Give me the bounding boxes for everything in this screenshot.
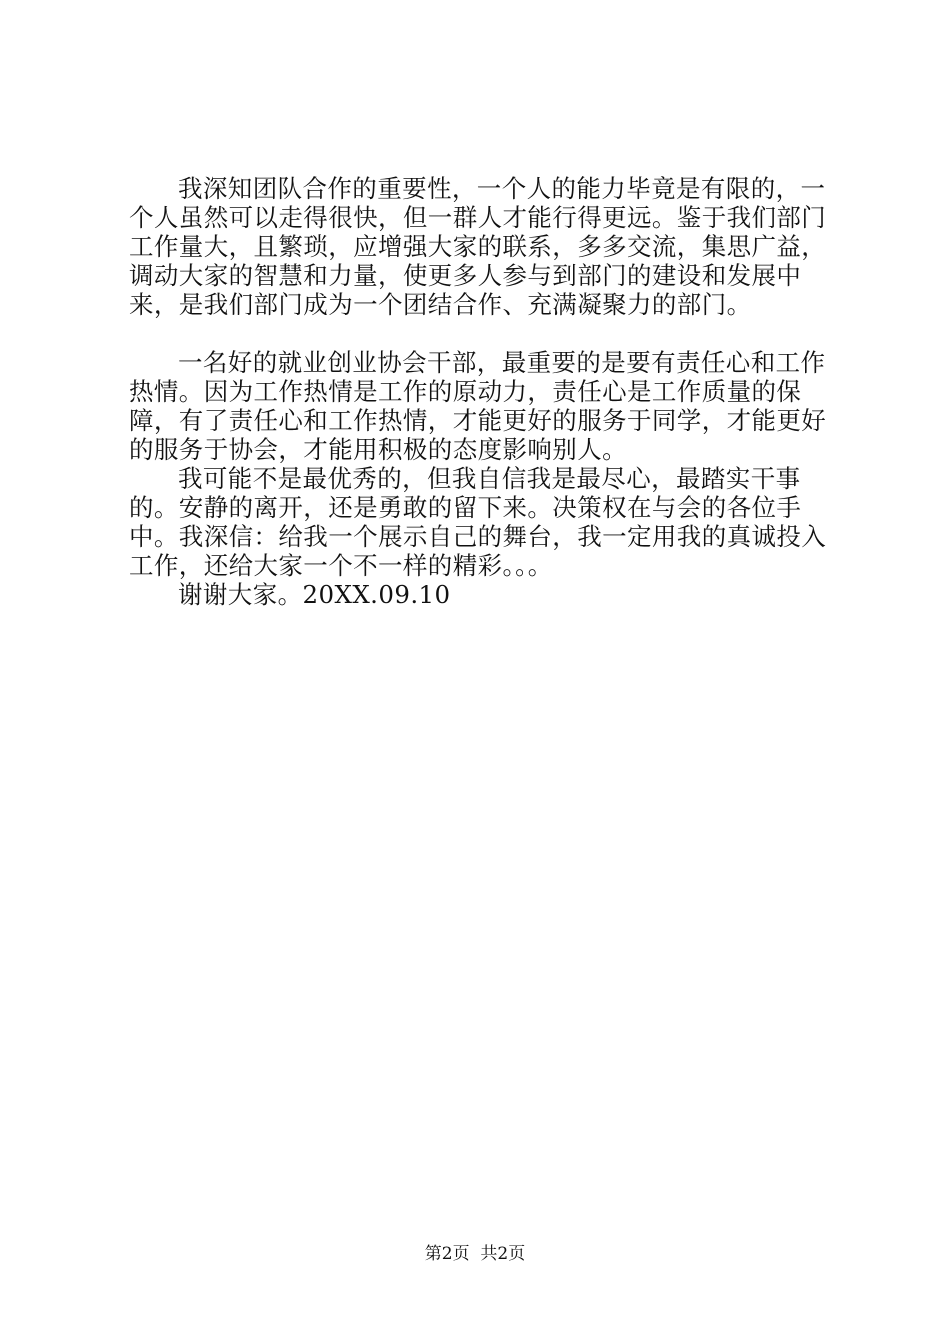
paragraph-teamwork: 我深知团队合作的重要性，一个人的能力毕竟是有限的，一个人虽然可以走得很快，但一群人才能行得更远。鉴于我们部门工作量大，且繁琐，应增强大家的联系，多多交流，集思广益，调动大家的智慧和力量，使更多人参与到部门的建设和发展中来，是我们部门成为一个团结合作、充满凝聚力的部门。 [129, 174, 827, 319]
document-body [129, 174, 829, 609]
paragraph-commitment: 我可能不是最优秀的，但我自信我是最尽心，最踏实干事的。安静的离开，还是勇敢的留下来。决策权在与会的各位手中。我深信：给我一个展示自己的舞台，我一定用我的真诚投入工作，还给大家一个不一样的精彩。。。 [129, 464, 827, 580]
paragraph-responsibility: 一名好的就业创业协会干部，最重要的是要有责任心和工作热情。因为工作热情是工作的原动力，责任心是工作质量的保障，有了责任心和工作热情，才能更好的服务于同学，才能更好的服务于协会，才能用积极的态度影响别人。 [129, 348, 827, 464]
page-number: 第2页 共2页 [424, 1244, 526, 1264]
page-footer [0, 1243, 950, 1265]
paragraph-closing: 谢谢大家。20XX.09.10 [178, 580, 451, 609]
